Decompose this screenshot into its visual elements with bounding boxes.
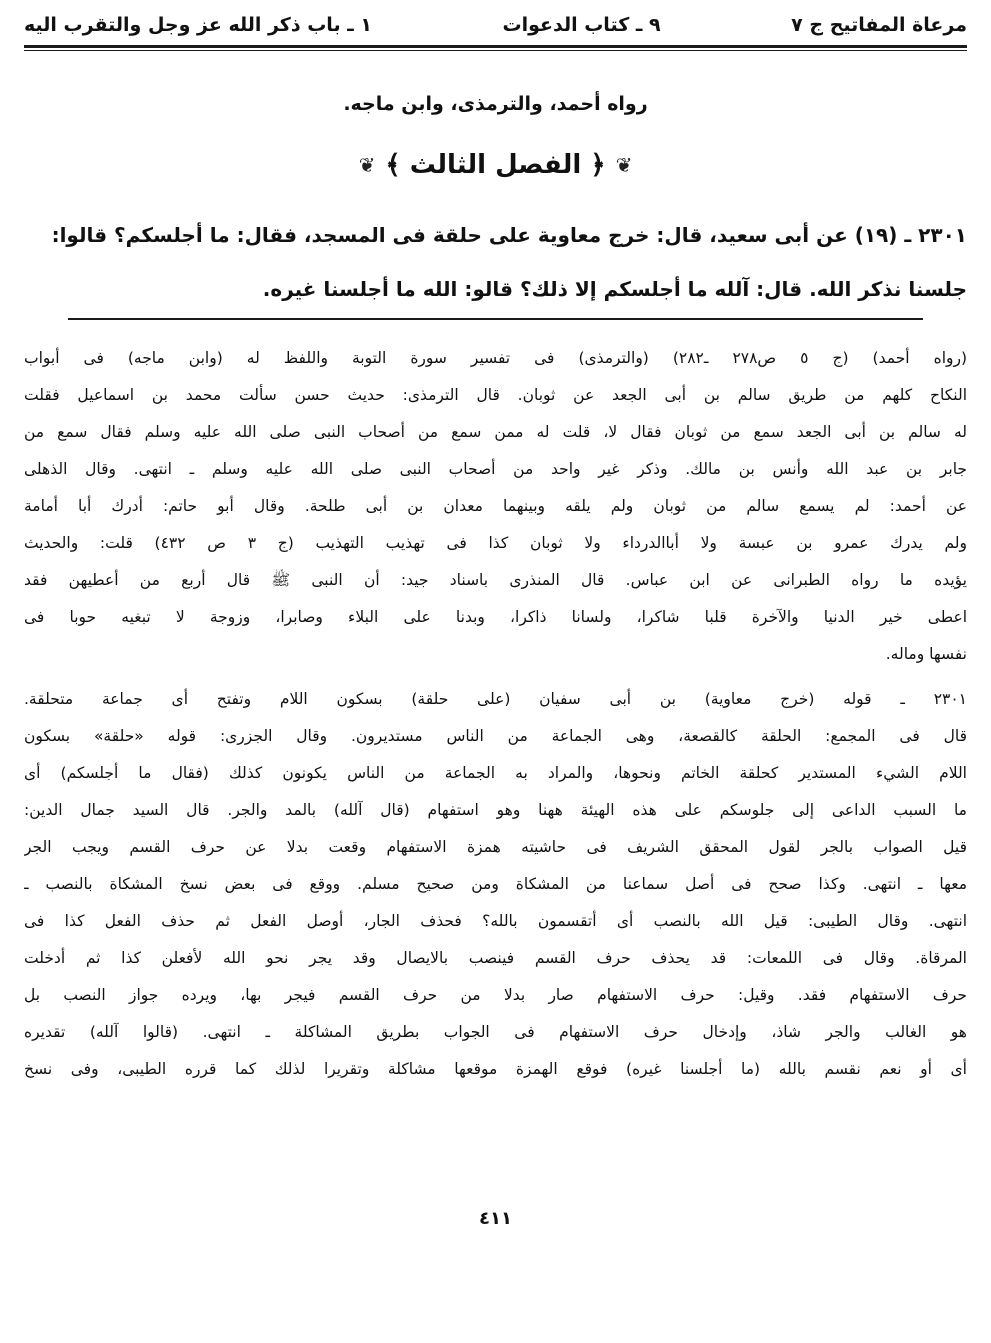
section-title: ﴿ الفصل الثالث ﴾ — [385, 150, 606, 180]
hadith-line: جلسنا نذكر الله. قال: آلله ما أجلسكم إلا ذلك؟ قالو: الله ما أجلسنا غيره. — [262, 277, 967, 301]
commentary-line: ولم يدرك عمرو بن عبسة ولا أباالدرداء ولا ثوبان كذا فى تهذيب التهذيب (ج ٣ ص ٤٣٢) قلت: والحديث — [24, 534, 967, 552]
commentary-line: جابر بن عبد الله وأنس بن مالك. وذكر غير واحد من أصحاب النبى صلى الله عليه وسلم ـ انتهى. وقال الذهلى — [24, 460, 967, 478]
commentary-line: النكاح كلهم من طريق سالم بن أبى الجعد عن ثوبان. قال الترمذى: حديث حسن سألت محمد بن اسماعيل فقلت — [24, 386, 967, 404]
commentary-line: له سالم بن أبى الجعد سمع من ثوبان فقال لا، قلت له ممن سمع من أصحاب النبى صلى الله عليه وسلم فقال سمع من — [24, 423, 967, 441]
section-heading — [0, 150, 991, 180]
commentary-line: اللام الشيء المستدير كحلقة الخاتم ونحوها، والمراد به الجماعة من الناس يكونون كذلك (فقال ما أجلسكم) أى — [24, 764, 967, 782]
commentary-line: (رواه أحمد) (ج ٥ ص٢٧٨ ـ٢٨٢) (والترمذى) فى تفسير سورة التوبة واللفظ له (وابن ماجه) فى أبواب — [24, 349, 967, 367]
commentary-line: حرف الاستفهام فقد. وقيل: حرف الاستفهام صار بدلا من حرف القسم فيجر بها، ويرده جواز النصب بل — [24, 986, 967, 1004]
commentary-line: انتهى. وقال الطيبى: قيل الله بالنصب أى أتقسمون بالله؟ فحذف الجار، أوصل الفعل ثم حذف الفعل كذا فى — [24, 912, 967, 930]
commentary-line: نفسها وماله. — [885, 645, 967, 663]
running-header — [24, 10, 967, 40]
header-section: ١ ـ باب ذكر الله عز وجل والتقرب اليه — [24, 14, 372, 36]
commentary-line: هو الغالب والجر شاذ، وإدخال حرف الاستفهام فى الجواب بطريق المشاكلة ـ انتهى. (قالوا آلله) تقديره — [24, 1023, 967, 1041]
commentary-line: ما السبب الداعى إلى جلوسكم على هذه الهيئة ههنا وهو استفهام (قال آلله) بالمد والجر. قال السيد جمال الدين: — [24, 801, 967, 819]
commentary — [24, 340, 967, 1088]
commentary-line: عن أحمد: لم يسمع سالم من ثوبان ولم يلقه وبينهما معدان بن أبى طلحة. وقال أبو حاتم: أدرك أبا أمامة — [24, 497, 967, 515]
header-rule-thin — [24, 50, 967, 51]
page-number: ٤١١ — [479, 1208, 512, 1229]
commentary-line: قيل الصواب بالجر لقول المحقق الشريف فى حاشيته همزة الاستفهام وقعت بدلا عن حرف القسم ويجب الجر — [24, 838, 967, 856]
header-book-title: مرعاة المفاتيح ج ٧ — [791, 14, 967, 36]
hadith-line: ٢٣٠١ ـ (١٩) عن أبى سعيد، قال: خرج معاوية على حلقة فى المسجد، فقال: ما أجلسكم؟ قالوا: — [51, 223, 967, 247]
paragraph-gap — [24, 673, 967, 681]
hadith-attribution: رواه أحمد، والترمذى، وابن ماجه. — [343, 93, 648, 115]
text-divider — [68, 318, 923, 320]
commentary-line: اعطى خير الدنيا والآخرة قلبا شاكرا، ولسانا ذاكرا، وبدنا على البلاء وصابرا، وزوجة لا تبغيه حوبا فى — [24, 608, 967, 626]
commentary-line: معها ـ انتهى. وكذا صحح فى أصل سماعنا من المشكاة ومن صحيح مسلم. ووقع فى بعض نسخ المشكاة بالنصب ـ — [24, 875, 967, 893]
header-rule — [24, 45, 967, 48]
commentary-line: أى أو نعم نقسم بالله (ما أجلسنا غيره) فوقع الهمزة موقعها مشاكلة وتقريرا لذلك كما قرره الطيبى، وفى نسخ — [24, 1060, 967, 1078]
header-chapter: ٩ ـ كتاب الدعوات — [502, 14, 661, 36]
commentary-line: قال فى المجمع: الحلقة كالقصعة، وهى الجماعة من الناس مستديرون. وقال الجزرى: قوله «حلقة» بسكون — [24, 727, 967, 745]
commentary-line: ٢٣٠١ ـ قوله (خرج معاوية) بن أبى سفيان (على حلقة) بسكون اللام وتفتح أى جماعة متحلقة. — [24, 690, 967, 708]
ornament-left-icon: ❦ — [358, 153, 376, 177]
hadith-text — [24, 208, 967, 316]
commentary-line: المرقاة. وقال فى اللمعات: قد يحذف حرف القسم فينصب بالايصال وقد يجر نحو الله لأفعلن كذا ثم أدخلت — [24, 949, 967, 967]
commentary-line: يؤيده ما رواه الطبرانى عن ابن عباس. قال المنذرى باسناد جيد: أن النبى ﷺ قال أربع من أعطيهن فقد — [24, 571, 967, 589]
ornament-right-icon: ❦ — [615, 153, 633, 177]
